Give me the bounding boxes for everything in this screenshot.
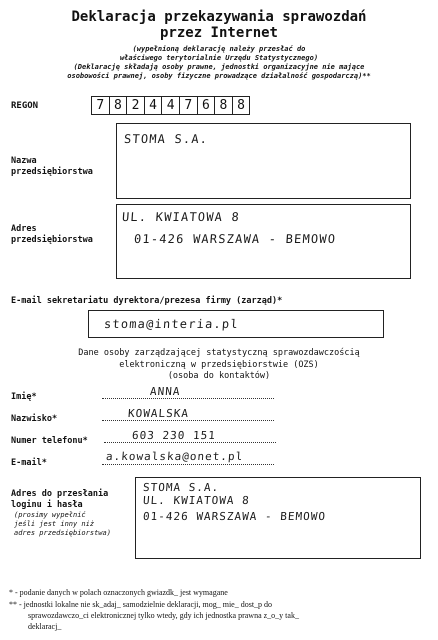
subtitle-line: (wypełnioną deklarację należy przesłać do xyxy=(132,45,306,53)
login-address-line-1: STOMA S.A. xyxy=(142,481,220,494)
first-name-field[interactable] xyxy=(102,385,274,399)
regon-digit[interactable]: 2 xyxy=(127,96,145,115)
first-name-value: ANNA xyxy=(149,385,181,398)
subtitle-line: właściwego terytorialnie Urzędu Statystycznego) xyxy=(119,54,319,62)
company-name-label-2: przedsiębiorstwa xyxy=(11,167,93,177)
login-address-line-2: UL. KWIATOWA 8 xyxy=(142,494,251,507)
regon-digit[interactable]: 6 xyxy=(198,96,216,115)
footnote-local-units: ** - jednostki lokalne nie sk_adaj_ samodzielnie deklaracji, mog_ mie_ dost_p do xyxy=(9,600,273,609)
regon-digit[interactable]: 4 xyxy=(162,96,180,115)
contact-heading-line-2: elektroniczną w przedsiębiorstwie (OZS) xyxy=(119,360,319,370)
director-email-value: stoma@interia.pl xyxy=(103,317,240,331)
footnote-local-units-line-3: deklaracj_ xyxy=(28,622,62,631)
contact-heading: Dane osoby zarządzającej statystyczną sprawozdawczością xyxy=(78,348,360,358)
email-label: E-mail* xyxy=(11,458,47,468)
company-address-line-1: UL. KWIATOWA 8 xyxy=(121,210,241,224)
subtitle-line: osobowości prawnej, osoby fizyczne prowadzące działalność gospodarczą)** xyxy=(67,72,371,80)
login-address-note: (prosimy wypełnić xyxy=(14,511,86,519)
director-email-label: E-mail sekretariatu dyrektora/prezesa firmy (zarząd)* xyxy=(11,296,283,306)
login-address-label: Adres do przesłania xyxy=(11,489,109,499)
company-name-label: Nazwa xyxy=(11,156,37,166)
page-title-line-2: przez Internet xyxy=(159,25,278,41)
login-address-label-2: loginu i hasła xyxy=(11,500,83,510)
login-address-note-2: jeśli jest inny niż xyxy=(14,520,95,528)
phone-label: Numer telefonu* xyxy=(11,436,88,446)
last-name-value: KOWALSKA xyxy=(127,407,190,420)
page-title: Deklaracja przekazywania sprawozdań xyxy=(71,9,367,25)
phone-value: 603 230 151 xyxy=(131,429,217,442)
regon-field[interactable] xyxy=(91,96,250,115)
company-address-label: Adres xyxy=(11,224,37,234)
login-address-note-3: adres przedsiębiorstwa) xyxy=(14,529,111,537)
regon-digit[interactable]: 7 xyxy=(180,96,198,115)
regon-label: REGON xyxy=(11,101,39,111)
footnote-local-units-line-2: sprawozdawczo_ci elektronicznej tylko wtedy, gdy ich jednostka prawna z_o_y tak_ xyxy=(28,611,299,620)
login-address-line-3: 01-426 WARSZAWA - BEMOWO xyxy=(142,510,327,523)
regon-digit[interactable]: 8 xyxy=(233,96,251,115)
regon-digit[interactable]: 4 xyxy=(145,96,163,115)
email-value: a.kowalska@onet.pl xyxy=(105,450,244,463)
regon-digit[interactable]: 7 xyxy=(91,96,110,115)
regon-digit[interactable]: 8 xyxy=(215,96,233,115)
contact-heading-line-3: (osoba do kontaktów) xyxy=(167,371,271,381)
company-address-line-2: 01-426 WARSZAWA - BEMOWO xyxy=(133,232,337,246)
last-name-label: Nazwisko* xyxy=(11,414,58,424)
footnote-required: * - podanie danych w polach oznaczonych gwiazdk_ jest wymagane xyxy=(9,588,228,597)
first-name-label: Imię* xyxy=(11,392,37,402)
regon-digit[interactable]: 8 xyxy=(110,96,128,115)
subtitle-line: (Deklarację składają osoby prawne, jednostki organizacyjne nie mające xyxy=(73,63,365,71)
company-name-value: STOMA S.A. xyxy=(123,132,209,146)
company-address-label-2: przedsiębiorstwa xyxy=(11,235,93,245)
